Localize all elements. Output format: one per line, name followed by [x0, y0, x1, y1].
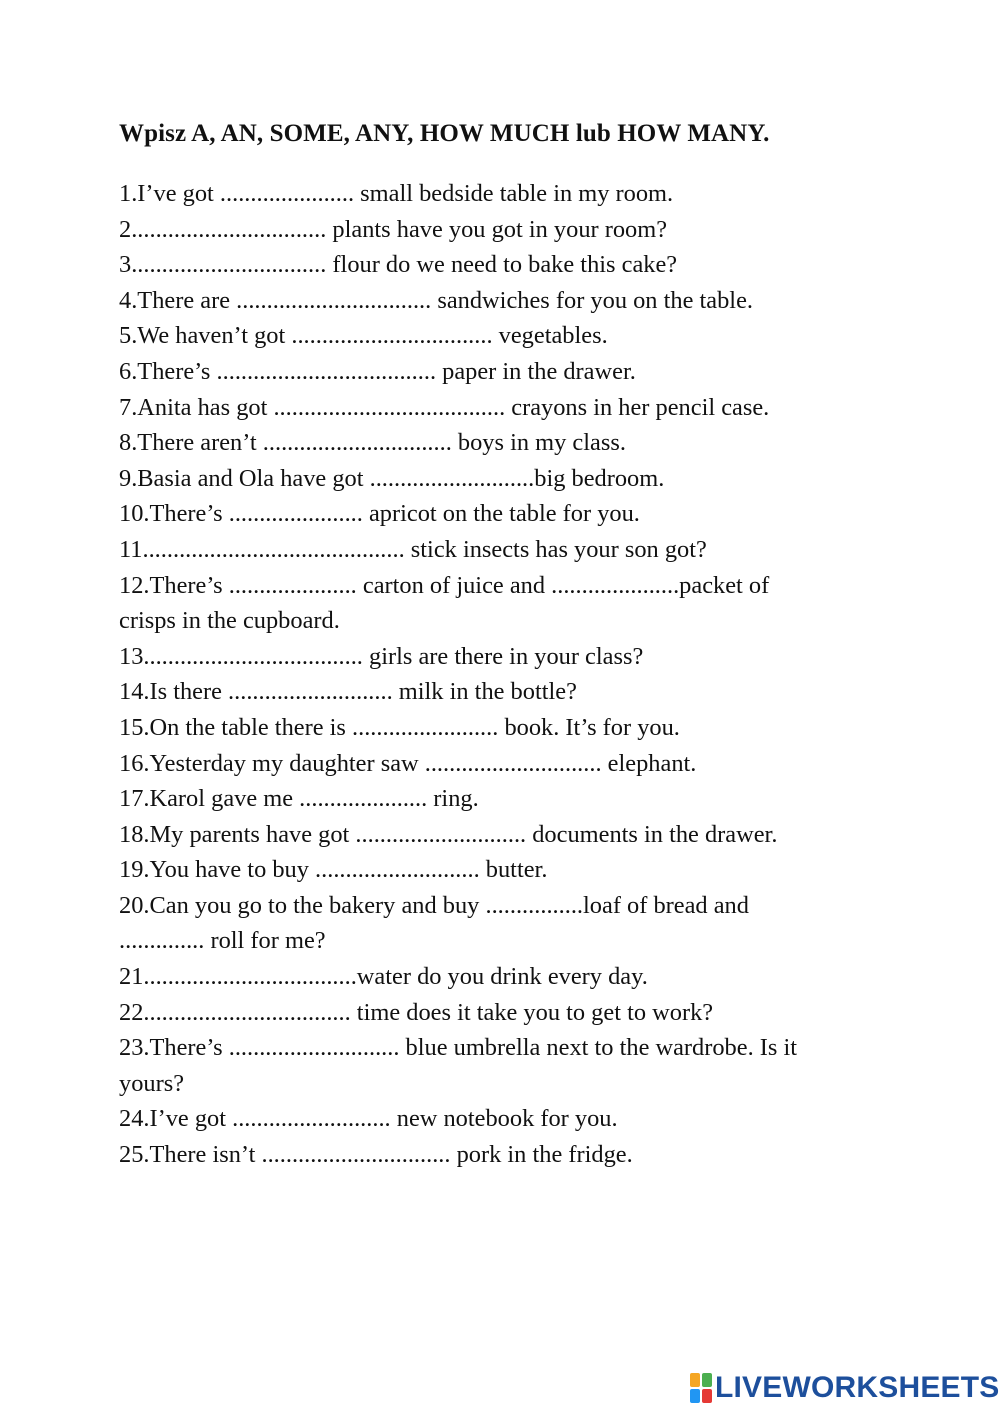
exercise-line: 9.Basia and Ola have got ...........................big bedroom.: [119, 464, 665, 492]
exercise-line: 23.There’s ............................ blue umbrella next to the wardrobe. Is it: [119, 1034, 798, 1062]
exercise-line: 16.Yesterday my daughter saw ............................. elephant.: [119, 749, 697, 777]
exercise-line: 15.On the table there is ........................ book. It’s for you.: [119, 713, 680, 741]
exercise-line: 10.There’s ...................... apricot on the table for you.: [119, 500, 640, 528]
exercise-line: 21...................................water do you drink every day.: [119, 963, 648, 991]
exercise-line: 7.Anita has got ...................................... crayons in her pencil case.: [119, 393, 770, 421]
exercise-list: [119, 176, 899, 1173]
exercise-line: 24.I’ve got .......................... new notebook for you.: [119, 1105, 618, 1133]
exercise-line-continuation: yours?: [119, 1069, 185, 1097]
exercise-line: 11........................................... stick insects has your son got?: [119, 535, 707, 563]
exercise-line: 12.There’s ..................... carton of juice and .....................packet of: [119, 571, 770, 599]
exercise-line: 19.You have to buy ........................... butter.: [119, 856, 548, 884]
exercise-line: 18.My parents have got ............................ documents in the drawer.: [119, 820, 778, 848]
exercise-line-continuation: crisps in the cupboard.: [119, 607, 340, 635]
exercise-line: 2................................ plants have you got in your room?: [119, 215, 668, 243]
exercise-line: 25.There isn’t ............................... pork in the fridge.: [119, 1141, 633, 1169]
exercise-line: 20.Can you go to the bakery and buy ................loaf of bread and: [119, 891, 749, 919]
logo-text: LIVEWORKSHEETS: [715, 1371, 1000, 1404]
exercise-line: 4.There are ................................ sandwiches for you on the table.: [119, 286, 753, 314]
exercise-line: 5.We haven’t got ................................. vegetables.: [119, 322, 608, 350]
exercise-line: 3................................ flour do we need to bake this cake?: [119, 251, 678, 279]
liveworksheets-logo-icon: [690, 1373, 712, 1403]
exercise-line: 17.Karol gave me ..................... ring.: [119, 785, 479, 813]
liveworksheets-logo[interactable]: [690, 1370, 1000, 1406]
exercise-line: 13.................................... girls are there in your class?: [119, 642, 644, 670]
exercise-line-continuation: .............. roll for me?: [119, 927, 326, 955]
exercise-line: 1.I’ve got ...................... small bedside table in my room.: [119, 180, 674, 207]
exercise-line: 14.Is there ........................... milk in the bottle?: [119, 678, 577, 706]
exercise-line: 6.There’s .................................... paper in the drawer.: [119, 357, 636, 385]
exercise-line: 22.................................. time does it take you to get to work?: [119, 998, 714, 1026]
worksheet-title: Wpisz A, AN, SOME, ANY, HOW MUCH lub HOW MANY.: [119, 120, 770, 147]
exercise-line: 8.There aren’t ............................... boys in my class.: [119, 429, 626, 457]
